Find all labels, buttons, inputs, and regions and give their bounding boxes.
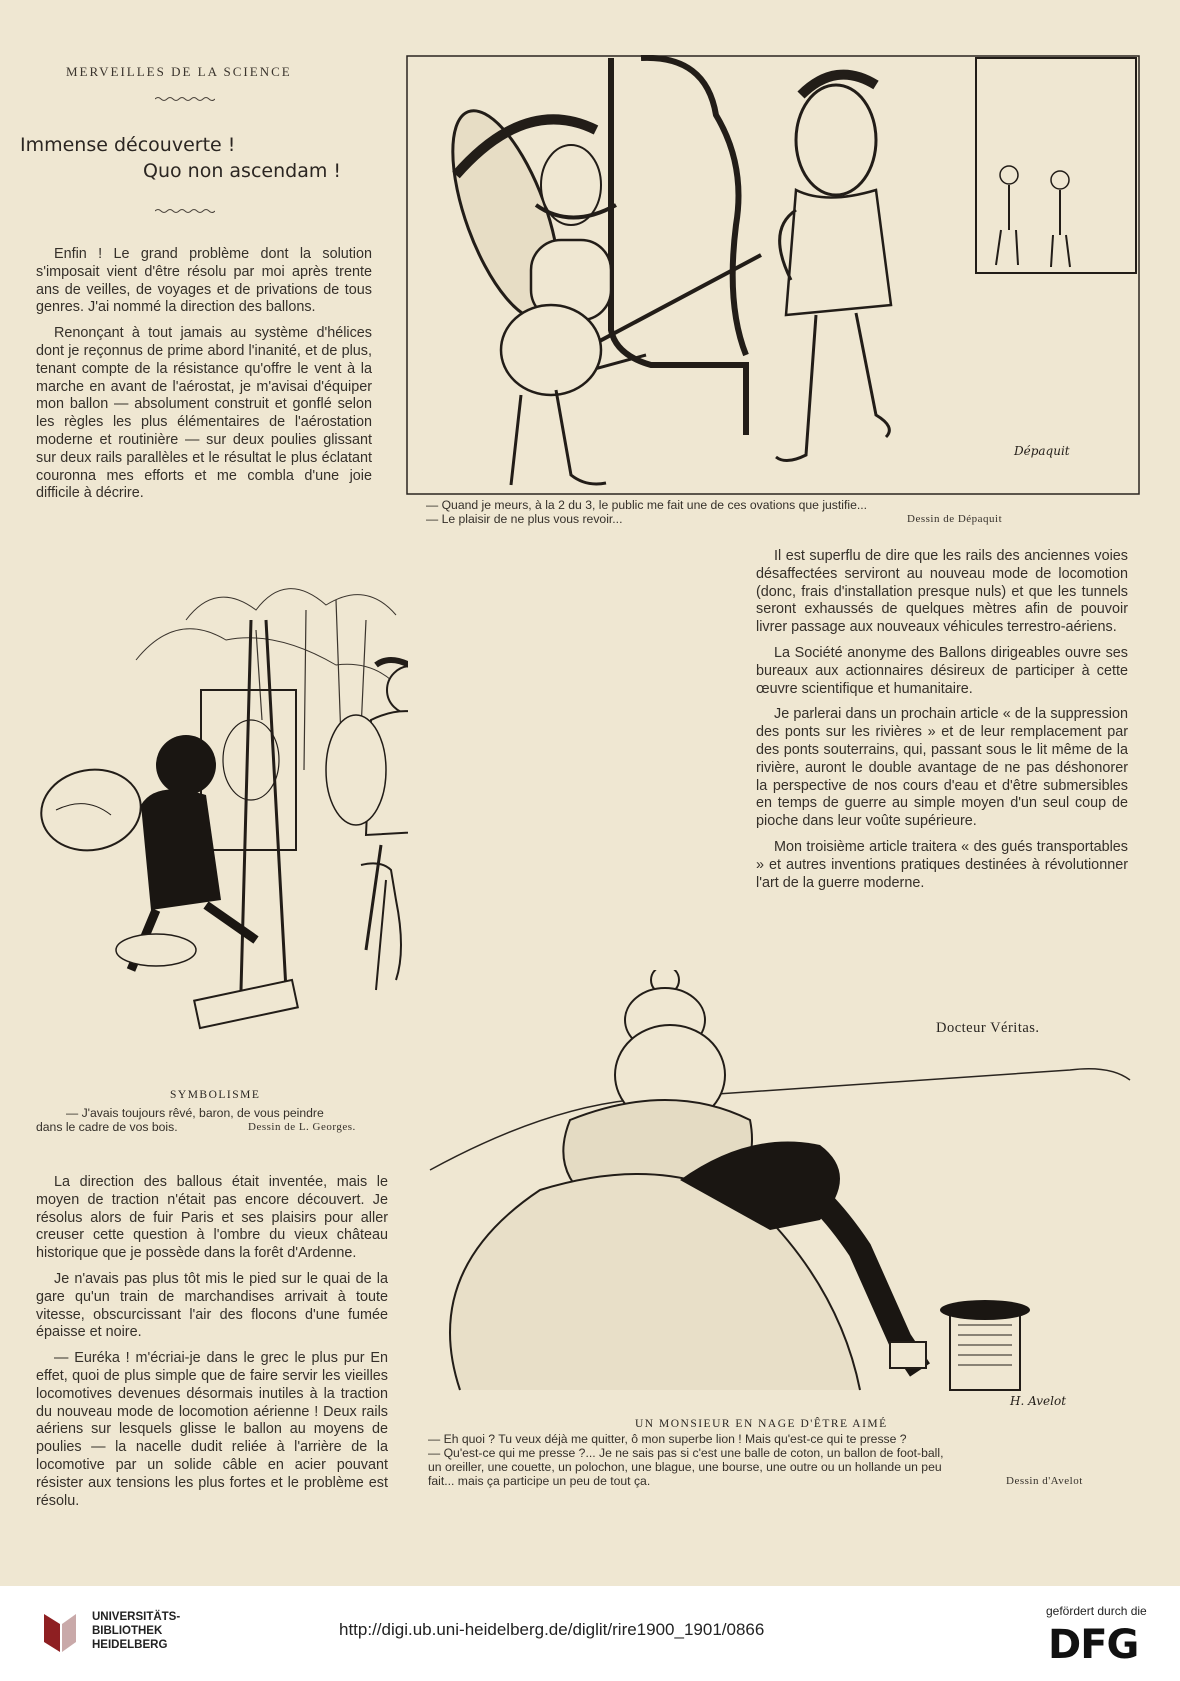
paragraph: La Société anonyme des Ballons dirigeables ouvre ses bureaux aux actionnaires désireux de participer à cette œuvre scientifique et humanitaire. xyxy=(756,644,1128,697)
cartoon1-caption xyxy=(426,498,1126,526)
cartoon3-caption-line4: fait... mais ça participe un peu de tout ça. xyxy=(428,1474,651,1488)
cartoon1-caption-line1: — Quand je meurs, à la 2 du 3, le public me fait une de ces ovations que justifie... xyxy=(426,498,868,512)
cartoon3-artist-signature: H. Avelot xyxy=(1010,1394,1067,1408)
cartoon1-artist-signature: Dépaquit xyxy=(1014,444,1070,458)
article-title-line1: Immense découverte ! xyxy=(20,134,236,156)
cartoon1-caption-line2: — Le plaisir de ne plus vous revoir... xyxy=(426,512,623,526)
cartoon-painter-illustration xyxy=(36,570,408,1046)
article-column-2 xyxy=(756,548,1128,900)
cartoon2-title: SYMBOLISME xyxy=(170,1089,261,1101)
cartoon2-credit: Dessin de L. Georges. xyxy=(248,1121,356,1133)
paragraph: Je parlerai dans un prochain article « de la suppression des ponts sur les rivières » et de leur remplacement par des ponts souterrains, qui, passant sous le lit même de la rivière, auront le double avantage de ne pas déshonorer la perspective de nos cours d'eau et d'être submersibles en temps de guerre au simple moyen d'un seul coup de pioche dans leur voûte supérieure. xyxy=(756,706,1128,830)
paragraph: La direction des ballous était inventée, mais le moyen de traction n'était pas encore découvert. Je résolus alors de fuir Paris et ses plaisirs pour aller creuser cette question à l'ombre du vieux château historique que je possède dans la forêt d'Ardenne. xyxy=(36,1174,388,1262)
paragraph: Renonçant à tout jamais au système d'hélices dont je reçonnus de prime abord l'inanité, et de plus, tenant compte de la résistance qu'offre le vent à la marche en avant de l'aérostat, je m'avisai d'équiper mon ballon — absolument construit et gonflé selon les règles les plus élémentaires de l'aérostation moderne et routinière — sur deux poulies glissant sur deux rails parallèles et le résultat le plus éclatant couronna mes efforts et me combla d'une joie difficile à décrire. xyxy=(36,325,372,502)
paragraph: Enfin ! Le grand problème dont la solution s'imposait vient d'être résolu par moi après trente ans de veilles, de voyages et de privations de tous genres. J'ai nommé la direction des ballons. xyxy=(36,246,372,316)
permalink-url[interactable]: http://digi.ub.uni-heidelberg.de/diglit/rire1900_1901/0866 xyxy=(339,1620,765,1639)
library-name-line1: UNIVERSITÄTS- xyxy=(92,1611,181,1623)
wave-divider xyxy=(155,96,215,102)
library-name-line2: BIBLIOTHEK xyxy=(92,1625,163,1637)
section-title: MERVEILLES DE LA SCIENCE xyxy=(66,64,292,79)
cartoon3-credit: Dessin d'Avelot xyxy=(1006,1475,1083,1487)
cartoon-actor-illustration xyxy=(406,55,1140,495)
paragraph: Il est superflu de dire que les rails des anciennes voies désaffectées serviront au nouveau mode de locomotion (donc, frais d'installation presque nuls) et que les tunnels seront exhaussés de quelques mètres afin de pouvoir livrer passage aux nouveaux véhicules terrestro-aériens. xyxy=(756,548,1128,636)
cartoon2-caption xyxy=(36,1106,386,1134)
wave-divider xyxy=(155,208,215,214)
digitization-footer xyxy=(0,1586,1180,1681)
paragraph: — Euréka ! m'écriai-je dans le grec le plus pur En effet, quoi de plus simple que de faire servir les vieilles locomotives devenues désormais inutiles à la traction du nouveau mode de locomotion aérienne ! Deux rails aériens sur lesquels glisse le ballon au moyens de poulies — la nacelle dudit reliée à l'arrière de la locomotive par un solide câble en acier pouvant résister aux tensions les plus fortes et le problème est résolu. xyxy=(36,1350,388,1509)
article-column-1-lower xyxy=(36,1174,388,1518)
cartoon3-caption-line3: un oreiller, une couette, un polochon, une blague, une bourse, une outre ou un hollande un peu xyxy=(428,1460,942,1474)
cartoon2-caption-line1: — J'avais toujours rêvé, baron, de vous peindre xyxy=(66,1106,324,1120)
cartoon1-credit: Dessin de Dépaquit xyxy=(907,513,1003,525)
university-library-logo-icon xyxy=(38,1608,82,1658)
article-column-1 xyxy=(36,246,372,511)
cartoon3-caption xyxy=(428,1432,1118,1488)
paragraph: Mon troisième article traitera « des gués transportables » et autres inventions pratiques destinées à révolutionner l'art de la guerre moderne. xyxy=(756,838,1128,891)
cartoon2-caption-line2: dans le cadre de vos bois. xyxy=(36,1120,178,1134)
cartoon3-caption-line1: — Eh quoi ? Tu veux déjà me quitter, ô mon superbe lion ! Mais qu'est-ce qui te presse ? xyxy=(428,1432,907,1446)
author-signature: Docteur Véritas. xyxy=(936,1020,1040,1036)
dfg-logo: DFG xyxy=(1048,1622,1139,1668)
funding-note: gefördert durch die xyxy=(1046,1604,1147,1618)
cartoon3-title: UN MONSIEUR EN NAGE D'ÊTRE AIMÉ xyxy=(635,1418,888,1430)
cartoon-lovers-illustration xyxy=(420,970,1134,1410)
library-name xyxy=(92,1610,180,1652)
paragraph: Je n'avais pas plus tôt mis le pied sur le quai de la gare qu'un train de marchandises arrivait à toute vitesse, obscurcissant l'air des flocons d'une fumée épaisse et noire. xyxy=(36,1270,388,1341)
cartoon3-caption-line2: — Qu'est-ce qui me presse ?... Je ne sais pas si c'est une balle de coton, un ballon de foot-ball, xyxy=(428,1446,944,1460)
article-title-line2: Quo non ascendam ! xyxy=(143,160,341,182)
library-name-line3: HEIDELBERG xyxy=(92,1639,168,1651)
